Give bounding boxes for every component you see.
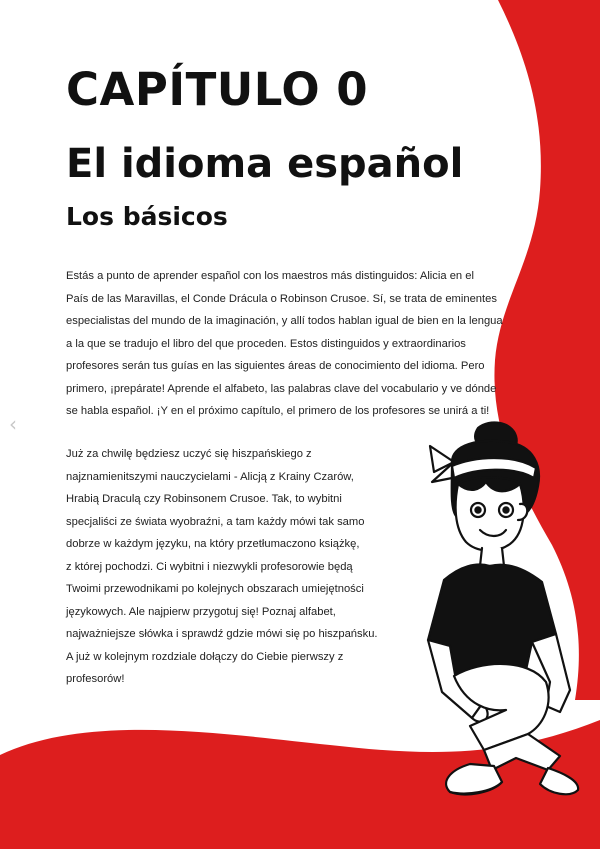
text-line: najważniejsze słówka i sprawdź gdzie mówi się po hiszpańsku. (66, 628, 378, 640)
text-line: a la que se tradujo el libro del que proceden. Estos distinguidos y extraordinarios (66, 337, 466, 350)
girl-with-headband-illustration (410, 420, 586, 800)
text-line: językowych. Ale najpierw przygotuj się! Poznaj alfabet, (66, 605, 336, 618)
text-line: specjaliści ze świata wyobraźni, a tam każdy mówi tak samo (66, 515, 365, 528)
page-title: El idioma español (66, 141, 464, 187)
paragraph-spanish (66, 265, 503, 423)
text-line: primero, ¡prepárate! Aprende el alfabeto, las palabras clave del vocabulario y ve dónde (66, 382, 497, 395)
chevron-left-icon[interactable]: ‹ (9, 412, 17, 436)
chapter-heading: CAPÍTULO 0 (66, 63, 369, 116)
text-line: Już za chwilę będziesz uczyć się hiszpańskiego z (66, 448, 312, 460)
text-line: A już w kolejnym rozdziale dołączy do Ciebie pierwszy z (66, 650, 344, 663)
text-line: Estás a punto de aprender español con los maestros más distinguidos: Alicia en el (66, 270, 474, 282)
paragraph-polish (66, 443, 378, 691)
text-line: especialistas del mundo de la imaginación, y allí todos hablan igual de bien en la lengua (66, 315, 503, 327)
text-line: Twoimi przewodnikami po kolejnych obszarach umiejętności (66, 583, 364, 595)
text-line: se habla español. ¡Y en el próximo capítulo, el primero de los profesores se unirá a ti! (66, 405, 490, 417)
text-line: z której pochodzi. Ci wybitni i niezwykli profesorowie będą (66, 560, 353, 573)
shoe-left (446, 764, 502, 794)
text-line: Hrabią Draculą czy Robinsonem Crusoe. Tak, to wybitni (66, 493, 342, 505)
page-subtitle: Los básicos (66, 202, 228, 231)
text-line: najznamienitszymi nauczycielami - Alicją z Krainy Czarów, (66, 470, 354, 483)
text-line: profesorów! (66, 673, 125, 685)
text-line: profesores serán tus guías en las siguientes áreas de conocimiento del idioma. Pero (66, 360, 485, 372)
text-line: dobrze w każdym języku, na który przetłumaczono książkę, (66, 538, 360, 550)
shoe-right (540, 768, 578, 794)
text-line: País de las Maravillas, el Conde Drácula o Robinson Crusoe. Sí, se trata de eminentes (66, 292, 497, 305)
